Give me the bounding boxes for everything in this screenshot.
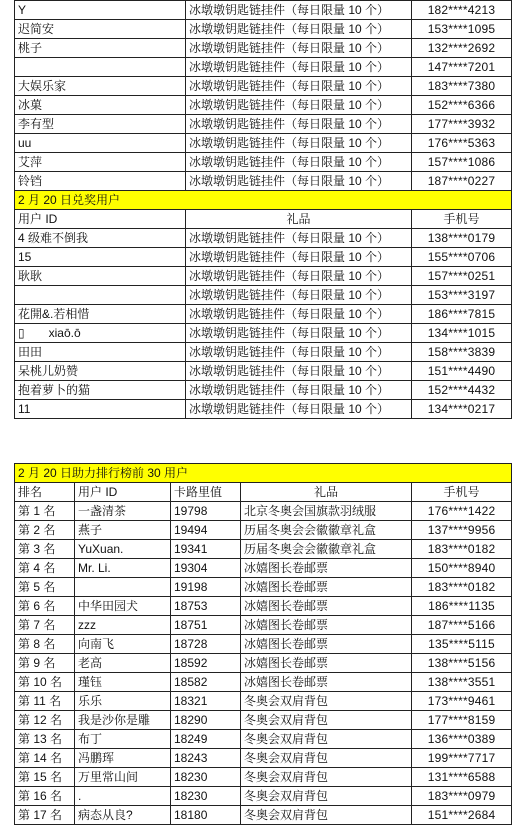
user-id-cell: ▯ xiaō.ō — [15, 324, 186, 343]
header-gift: 礼品 — [186, 210, 412, 229]
gift-cell: 历届冬奥会会徽徽章礼盒 — [241, 521, 412, 540]
header-phone: 手机号 — [412, 210, 512, 229]
gift-cell: 冰墩墩钥匙链挂件（每日限量 10 个） — [186, 286, 412, 305]
user-id-cell: YuXuan. — [75, 540, 171, 559]
phone-cell: 158****3839 — [412, 343, 512, 362]
header-rank: 排名 — [15, 483, 75, 502]
calorie-cell: 19341 — [171, 540, 241, 559]
rank-cell: 第 5 名 — [15, 578, 75, 597]
table-row — [15, 578, 512, 597]
calorie-cell: 18180 — [171, 806, 241, 825]
section-title: 2 月 20 日助力排行榜前 30 用户 — [15, 464, 512, 483]
table-row — [15, 521, 512, 540]
user-id-cell: 11 — [15, 400, 186, 419]
gift-cell: 冰墩墩钥匙链挂件（每日限量 10 个） — [186, 1, 412, 20]
phone-cell: 177****8159 — [412, 711, 512, 730]
phone-cell: 131****6588 — [412, 768, 512, 787]
header-user-id: 用户 ID — [15, 210, 186, 229]
gift-cell: 冰墩墩钥匙链挂件（每日限量 10 个） — [186, 324, 412, 343]
user-id-cell: 老高 — [75, 654, 171, 673]
user-id-cell: zzz — [75, 616, 171, 635]
gift-cell: 冰墩墩钥匙链挂件（每日限量 10 个） — [186, 267, 412, 286]
header-row — [15, 210, 512, 229]
phone-cell: 136****0389 — [412, 730, 512, 749]
user-id-cell: 乐乐 — [75, 692, 171, 711]
phone-cell: 134****0217 — [412, 400, 512, 419]
rank-cell: 第 7 名 — [15, 616, 75, 635]
phone-cell: 183****0182 — [412, 578, 512, 597]
calorie-cell: 19494 — [171, 521, 241, 540]
table-row — [15, 381, 512, 400]
gift-cell: 冰嬉图长卷邮票 — [241, 654, 412, 673]
table-row — [15, 1, 512, 20]
gift-cell: 冬奥会双肩背包 — [241, 806, 412, 825]
rank-cell: 第 17 名 — [15, 806, 75, 825]
user-id-cell: Mr. Li. — [75, 559, 171, 578]
user-id-cell: 燕子 — [75, 521, 171, 540]
phone-cell: 176****5363 — [412, 134, 512, 153]
header-calorie: 卡路里值 — [171, 483, 241, 502]
user-id-cell: uu — [15, 134, 186, 153]
table-row — [15, 768, 512, 787]
phone-cell: 187****5166 — [412, 616, 512, 635]
rank-cell: 第 6 名 — [15, 597, 75, 616]
phone-cell: 138****3551 — [412, 673, 512, 692]
calorie-cell: 18243 — [171, 749, 241, 768]
gift-cell: 冰嬉图长卷邮票 — [241, 635, 412, 654]
calorie-cell: 18249 — [171, 730, 241, 749]
table-row — [15, 39, 512, 58]
gift-cell: 冰嬉图长卷邮票 — [241, 616, 412, 635]
gift-cell: 冰墩墩钥匙链挂件（每日限量 10 个） — [186, 362, 412, 381]
user-id-cell: 万里常山间 — [75, 768, 171, 787]
table-row — [15, 58, 512, 77]
user-id-cell: 李有型 — [15, 115, 186, 134]
user-id-cell: 瑾钰 — [75, 673, 171, 692]
table-row — [15, 654, 512, 673]
phone-cell: 153****3197 — [412, 286, 512, 305]
calorie-cell: 18751 — [171, 616, 241, 635]
table-row — [15, 673, 512, 692]
user-id-cell: 铃铛 — [15, 172, 186, 191]
table-row — [15, 286, 512, 305]
gift-cell: 冬奥会双肩背包 — [241, 787, 412, 806]
phone-cell: 155****0706 — [412, 248, 512, 267]
user-id-cell: 耿耿 — [15, 267, 186, 286]
user-id-cell: 迟简安 — [15, 20, 186, 39]
user-id-cell: . — [75, 787, 171, 806]
gift-cell: 冰嬉图长卷邮票 — [241, 597, 412, 616]
phone-cell: 183****7380 — [412, 77, 512, 96]
rank-cell: 第 15 名 — [15, 768, 75, 787]
table-row — [15, 400, 512, 419]
user-id-cell: 我是沙你是雕 — [75, 711, 171, 730]
table-row — [15, 597, 512, 616]
table-row — [15, 806, 512, 825]
calorie-cell: 18753 — [171, 597, 241, 616]
phone-cell: 183****0979 — [412, 787, 512, 806]
table-row — [15, 749, 512, 768]
phone-cell: 199****7717 — [412, 749, 512, 768]
phone-cell: 183****0182 — [412, 540, 512, 559]
section-banner — [15, 464, 512, 483]
rank-cell: 第 12 名 — [15, 711, 75, 730]
gift-cell: 冰墩墩钥匙链挂件（每日限量 10 个） — [186, 96, 412, 115]
table-row — [15, 692, 512, 711]
user-id-cell: 大娱乐家 — [15, 77, 186, 96]
gift-cell: 冬奥会双肩背包 — [241, 711, 412, 730]
table-row — [15, 134, 512, 153]
ranking-table — [14, 463, 512, 825]
rank-cell: 第 3 名 — [15, 540, 75, 559]
gift-cell: 冰墩墩钥匙链挂件（每日限量 10 个） — [186, 77, 412, 96]
phone-cell: 138****5156 — [412, 654, 512, 673]
gift-cell: 冰墩墩钥匙链挂件（每日限量 10 个） — [186, 381, 412, 400]
phone-cell: 151****4490 — [412, 362, 512, 381]
gift-cell: 冰墩墩钥匙链挂件（每日限量 10 个） — [186, 39, 412, 58]
user-id-cell: 向南飞 — [75, 635, 171, 654]
user-id-cell: 布丁 — [75, 730, 171, 749]
gift-cell: 冰墩墩钥匙链挂件（每日限量 10 个） — [186, 343, 412, 362]
phone-cell: 152****4432 — [412, 381, 512, 400]
table-row — [15, 267, 512, 286]
phone-cell: 186****7815 — [412, 305, 512, 324]
table-row — [15, 711, 512, 730]
table-row — [15, 115, 512, 134]
table-row — [15, 502, 512, 521]
table-row — [15, 324, 512, 343]
calorie-cell: 18230 — [171, 768, 241, 787]
gift-cell: 冰墩墩钥匙链挂件（每日限量 10 个） — [186, 115, 412, 134]
phone-cell: 151****2684 — [412, 806, 512, 825]
phone-cell: 137****9956 — [412, 521, 512, 540]
table-row — [15, 20, 512, 39]
calorie-cell: 18290 — [171, 711, 241, 730]
gift-cell: 冰墩墩钥匙链挂件（每日限量 10 个） — [186, 172, 412, 191]
phone-cell: 135****5115 — [412, 635, 512, 654]
gift-cell: 冰墩墩钥匙链挂件（每日限量 10 个） — [186, 153, 412, 172]
phone-cell: 132****2692 — [412, 39, 512, 58]
phone-cell: 182****4213 — [412, 1, 512, 20]
gift-cell: 冬奥会双肩背包 — [241, 730, 412, 749]
rank-cell: 第 4 名 — [15, 559, 75, 578]
table-row — [15, 343, 512, 362]
phone-cell: 187****0227 — [412, 172, 512, 191]
rank-cell: 第 8 名 — [15, 635, 75, 654]
gift-cell: 冰墩墩钥匙链挂件（每日限量 10 个） — [186, 229, 412, 248]
rank-cell: 第 13 名 — [15, 730, 75, 749]
calorie-cell: 19798 — [171, 502, 241, 521]
phone-cell: 150****8940 — [412, 559, 512, 578]
rank-cell: 第 1 名 — [15, 502, 75, 521]
user-id-cell — [75, 578, 171, 597]
user-id-cell: 中华田园犬 — [75, 597, 171, 616]
user-id-cell: 田田 — [15, 343, 186, 362]
table-row — [15, 635, 512, 654]
rank-cell: 第 11 名 — [15, 692, 75, 711]
gift-cell: 冰墩墩钥匙链挂件（每日限量 10 个） — [186, 20, 412, 39]
rank-cell: 第 2 名 — [15, 521, 75, 540]
phone-cell: 173****9461 — [412, 692, 512, 711]
phone-cell: 138****0179 — [412, 229, 512, 248]
user-id-cell — [15, 286, 186, 305]
table-row — [15, 229, 512, 248]
table-row — [15, 559, 512, 578]
table-row — [15, 96, 512, 115]
table-row — [15, 730, 512, 749]
gift-cell: 冬奥会双肩背包 — [241, 692, 412, 711]
user-id-cell: 病态从良? — [75, 806, 171, 825]
calorie-cell: 18321 — [171, 692, 241, 711]
gift-cell: 冰墩墩钥匙链挂件（每日限量 10 个） — [186, 248, 412, 267]
table-row — [15, 616, 512, 635]
user-id-cell: 15 — [15, 248, 186, 267]
phone-cell: 177****3932 — [412, 115, 512, 134]
gift-cell: 冰墩墩钥匙链挂件（每日限量 10 个） — [186, 134, 412, 153]
rank-cell: 第 10 名 — [15, 673, 75, 692]
header-user-id: 用户 ID — [75, 483, 171, 502]
table-row — [15, 787, 512, 806]
gift-cell: 冬奥会双肩背包 — [241, 749, 412, 768]
phone-cell: 186****1135 — [412, 597, 512, 616]
user-id-cell: 桃子 — [15, 39, 186, 58]
user-id-cell: 艾萍 — [15, 153, 186, 172]
calorie-cell: 19198 — [171, 578, 241, 597]
header-gift: 礼品 — [241, 483, 412, 502]
gift-cell: 北京冬奥会国旗款羽绒服 — [241, 502, 412, 521]
section-title: 2 月 20 日兑奖用户 — [15, 191, 512, 210]
table-row — [15, 362, 512, 381]
gift-cell: 冰墩墩钥匙链挂件（每日限量 10 个） — [186, 400, 412, 419]
user-id-cell: 抱着萝卜的猫 — [15, 381, 186, 400]
rank-cell: 第 14 名 — [15, 749, 75, 768]
user-id-cell: 4 级难不倒我 — [15, 229, 186, 248]
section-banner — [15, 191, 512, 210]
gift-cell: 冰墩墩钥匙链挂件（每日限量 10 个） — [186, 305, 412, 324]
calorie-cell: 19304 — [171, 559, 241, 578]
phone-cell: 134****1015 — [412, 324, 512, 343]
gift-cell: 历届冬奥会会徽徽章礼盒 — [241, 540, 412, 559]
calorie-cell: 18592 — [171, 654, 241, 673]
gift-cell: 冰墩墩钥匙链挂件（每日限量 10 个） — [186, 58, 412, 77]
calorie-cell: 18582 — [171, 673, 241, 692]
calorie-cell: 18728 — [171, 635, 241, 654]
user-id-cell — [15, 58, 186, 77]
user-id-cell: 呆桃儿奶赞 — [15, 362, 186, 381]
phone-cell: 157****1086 — [412, 153, 512, 172]
phone-cell: 152****6366 — [412, 96, 512, 115]
header-phone: 手机号 — [412, 483, 512, 502]
table-row — [15, 172, 512, 191]
gift-cell: 冰嬉图长卷邮票 — [241, 559, 412, 578]
gift-cell: 冰嬉图长卷邮票 — [241, 673, 412, 692]
user-id-cell: 花開&.若相惜 — [15, 305, 186, 324]
winners-table-1 — [14, 0, 512, 419]
table-row — [15, 153, 512, 172]
header-row — [15, 483, 512, 502]
table-row — [15, 248, 512, 267]
phone-cell: 157****0251 — [412, 267, 512, 286]
user-id-cell: 一盏清茶 — [75, 502, 171, 521]
phone-cell: 153****1095 — [412, 20, 512, 39]
phone-cell: 176****1422 — [412, 502, 512, 521]
table-row — [15, 305, 512, 324]
table-row — [15, 77, 512, 96]
user-id-cell: Y — [15, 1, 186, 20]
gift-cell: 冰嬉图长卷邮票 — [241, 578, 412, 597]
rank-cell: 第 9 名 — [15, 654, 75, 673]
phone-cell: 147****7201 — [412, 58, 512, 77]
user-id-cell: 冯鹏珲 — [75, 749, 171, 768]
table-row — [15, 540, 512, 559]
rank-cell: 第 16 名 — [15, 787, 75, 806]
user-id-cell: 冰菓 — [15, 96, 186, 115]
gift-cell: 冬奥会双肩背包 — [241, 768, 412, 787]
calorie-cell: 18230 — [171, 787, 241, 806]
